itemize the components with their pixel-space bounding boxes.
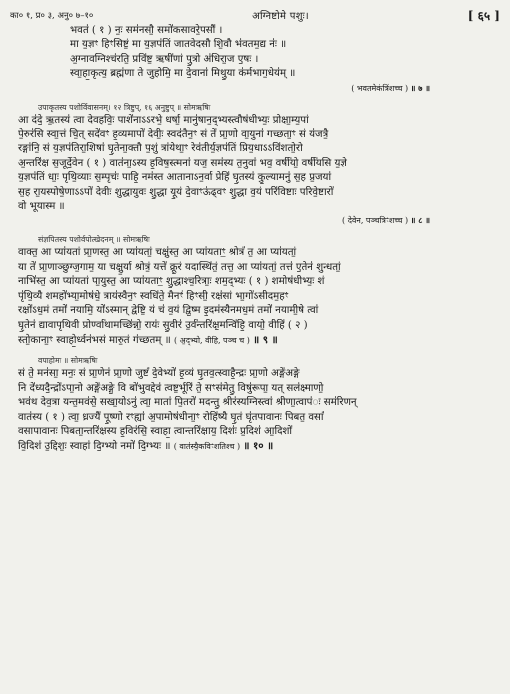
verse-line: य॒ज्ञप॑तिं धाः॒ पृथि॒व्याः स॒म्पृचः॑ पाहि॒ नम॑स्त आतानाऽन॒र्वा प्रेहि॑ घृ॒तस्य॑ कु॒ल्यामनु॑ स॒ह प्र॒जया॑ [18,172,332,184]
attribution-text: ( भवतमेकंत्रिंशच्च ) [351,83,409,93]
anuvaka-number: ॥ ९ ॥ [253,333,278,346]
verse-line: पृ॑थि॒व्यै शमहो॑भ्या॒मोष॑धे॒ त्राय॑स्वैन॒ꣳ स्वधि॑ते॒ मैनꣳ॑ हिꣳसी॒ रक्ष॑सां भा॒गो॑ऽसीदम॒हꣳ [18,290,289,302]
anuvaka-number: ॥ ७ ॥ [410,82,430,93]
verse-attribution [10,214,500,227]
verse-line: मा य॒ज्ञꣳ हिꣳसिष्टं॒ मा य॒ज्ञप॑तिं जातवेदसौ शि॒वौ भ॑वतम॒द्य नः॑ ॥ [70,39,287,51]
attribution-text: ( वात॑स्यै॒कविꣳशतिश्च ) [173,442,241,452]
chapter-reference: का० १, प्र० ३, अनु० ७–१० [10,10,94,21]
verse-line: या ते॑ प्रा॒णाञ्छुग्ज॒गाम॒ या चक्षु॒र्या श्रोत्रं॒ यत्ते॑ क्रू॒रं यदास्थि॑तं॒ तत्त॒ आ प्या॑यतां॒ तत्त॑ ए॒तेन॑ शुन्धतां॒ [18,261,341,273]
verse-line: पे॒रुर॑सि स्वा॒त्तं चि॒त् सदे॑वꣳ ह॒व्यमापो॑ देवीः॒ स्वद॑तैन॒ꣳ सं ते॑ प्रा॒णो वा॒युना॑ गच्छता॒ꣳ सं य॑जत्रै॒ [18,129,329,141]
verse-line: सं ते॒ मन॑सा॒ मनः॒ सं प्रा॒णेन॑ प्रा॒णो जुष्टं॑ दे॒वेभ्यो॑ ह॒व्यं घृ॒तव॒त्स्वाहै॒न्द्रः प्रा॒णो अङ्गे॑अङ्गे [18,368,300,380]
page-header [10,6,500,24]
verse-text: वि॒दिश॑ उ॒द्दिशः॒ स्वाहा॑ दि॒ग्भ्यो नमो॑ दि॒ग्भ्यः ॥ [18,441,171,453]
verse-line: वात॑स्य ( १ ) त्वा॒ ध्रज्यै॑ पू॒ष्णो रꣳह्या॑ अ॒पामोष॑धीना॒ꣳ रोहि॑ष्यै घृ॒तं घृ॑तपावानः पिबत॒ वसां॑ [18,411,324,423]
attribution-text: ( देवेन, पञ्चत्रिꣳशच्च ) [342,216,409,226]
verse-attribution [10,82,500,95]
section-7 [10,24,500,95]
anuvaka-number: ॥ १० ॥ [243,440,274,453]
verse-line: नाभि॑स्त॒ आ प्या॑यतां पा॒युस्त॒ आ प्या॑यताꣳ॒ शु॒द्धाश्च॒रित्राः॒ शम॒द्भ्यः ( १ ) शमोष॑धीभ्यः॒ शं [18,276,325,288]
section-heading: उपाकृतस्य पशोर्विवासनम्‌। १२ त्रिष्टुप्‌, १६ अनुष्टुप्‌ ॥ सोमऋषिः [38,102,211,112]
verse-line: वो भूयास्म ॥ [18,201,65,213]
verse-line [18,439,500,454]
verse-line: भवत॑ ( १ ) नः॒ सम॑नसौ॒ समो॑कसावरे॒पसौ॑ । [70,25,223,36]
attribution-text: ( अ॒द्भ्यो, वीहि, पञ्च च ) [173,335,250,345]
verse-line: स्वा॒हा॒कृत्य॒ ब्रह्म॑णा ते जुहोमि॒ मा दे॒वाना॑ मिथु॒या क॑र्मभाग॒धेय॑म् ॥ [70,68,296,80]
verse-line: अ॒ग्नावग्निश्च॑रति॒ प्रवि॑ष्ट॒ ऋषी॑णां पु॒त्रो अ॑धिरा॒ज ए॒षः । [70,53,259,65]
verse-line: रङ्गा॑नि॒ सं य॒ज्ञप॑तिरा॒शिषा॑ घृ॒तेना॒क्तौ प॒शुं त्रा॑येथा॒ꣳ रेव॑तीर्य॒ज्ञप॑तिं प्रिय॒धाऽऽवि॑शतो॒रो [18,143,303,155]
anuvaka-number: ॥ ८ ॥ [410,215,430,226]
section-heading: वपाहोमः ॥ सोमऋषिः [38,356,98,366]
verse-line: अ॒न्तरि॑क्ष स॒जूर्दे॒वेन ( १ ) वात॑ना॒ऽस्य ह॒विष॒स्त्मना॑ यज॒ सम॑स्य त॒नुवा॑ भव॒ वर्षी॑यो॒ वर्षी॑यसि य॒ज्ञे [18,157,347,169]
verse-line: रक्षो॑ऽध॒मं तमो॑ नयामि॒ यो॑ऽस्मान् द्वेष्टि॒ यं च॑ व॒यं द्वि॒ष्म इ॒दम॑स्यैनमध॒मं तमो॑ नयामी॒षे त्वा॑ [18,305,319,317]
section-8 [10,101,500,228]
section-10 [10,354,500,454]
verse-text: स्तो॒काना॒ꣳ स्वाहो॒र्ध्वन॑भसं मारु॒तं ग॑च्छतम् ॥ [18,334,171,346]
page-number: [ ६५ ] [467,8,500,23]
verse-line: वाक्त॒ आ प्या॑यतां प्रा॒णस्त॒ आ प्या॑यतां॒ चक्षु॑स्त॒ आ प्या॑यताꣳ॒ श्रोत्रं॑ त॒ आ प्या॑यतां॒ [18,247,297,259]
verse-line: आ द॑दे॒ ऋ॒तस्य॑ त्वा देवहविः॒ पाशे॑नाऽऽरभे॒ धर्षा॒ मानु॑षान॒द्भ्यस्त्वौष॑धीभ्यः॒ प्रोक्षा॒म्य॒पां [18,114,309,126]
verse-line: नि दे॑ध्यदै॒न्द्रो॑ऽपा॒नो अङ्गे॑अङ्गे॒ वि बो॑भुवद्देव॑ त्वष्ट॒र्भूरि॑ ते॒ सꣳस॑मेतु॒ विषु॑रूपा॒ यत् सल॑क्ष्माणो॒ [18,382,324,394]
section-heading: संज्ञपितस्य पशोर्वपोत्खेदनम्‌ ॥ सोमऋषिः [38,235,150,245]
verse-line: स॒ह रा॒यस्पोषे॒णाऽऽपो॑ देवीः शुद्धायुवः शु॒द्धा यू॒यं दे॒वाꣳऊ॑ढ्वꣳ शु॒द्धा व॒यं परि॑विष्टाः परिवे॒ष्टारो॑ [18,186,334,198]
verse-line: घृ॒तेन॑ द्यावापृथिवी प्रोर्ण्वा॑थामच्छि॑न्नो॒ रायः॑ सु॒वीर॑ उ॒र्व॑न्तरि॑क्ष॒मन्वि॑हि॒ वायो॒ वीहि॑ ( २ ) [18,319,308,331]
section-9 [10,233,500,348]
page-title: अग्निष्टोमे पशुः। [252,11,309,22]
verse-line: भव॑थ देव॒त्रा यन्त॒मव॑से॒ सखा॒योऽनु॑ त्वा॒ माता॑ पि॒तरो॑ मदन्तु॒ श्रीर॑स्यग्निस्त्वा॑ श्रीणा॒त्वाप॑ः सम॑रिणन् [18,397,357,409]
verse-line: वसापावानः पिबता॒न्तरि॑क्षस्य ह॒विर॑सि॒ स्वाहा॒ त्वान्तरि॑क्षाय॒ दिशः॑ प्र॒दिश॑ आ॒दिशो॑ [18,425,293,437]
verse-line [18,333,500,348]
